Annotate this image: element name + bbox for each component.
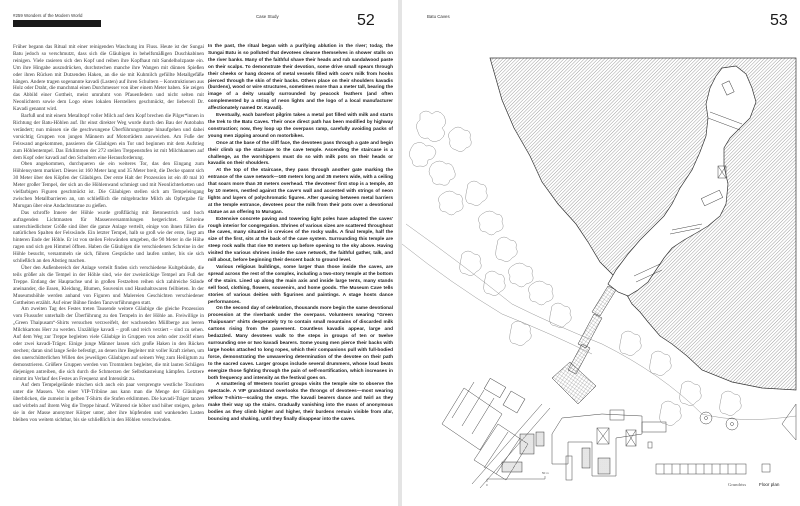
english-paragraph: Various religious buildings, some larger than those inside the caves, are spread across the rest of the complex, including a two-story temple at the bottom of the stairs. Lined up along the main axis and inside large tents, many stands sell food, clothing, flowers, souvenirs, and home goods. The Museum Cave tells stories of various deities with figurines and paintings. A stage hosts dance performances. [208, 265, 393, 305]
german-text-column [13, 44, 204, 424]
german-paragraph: Oben angekommen, durchqueren sie ein weiteres Tor, das den Eingang zum Höhlensystem markiert. Dieses ist 160 Meter lang und 35 Meter breit, die Decke spannt sich 30 Meter über den Köpfen der Gläubigen. Der erste Halt der Prozession ist ein 40 mal 10 Meter großer Tempel, der sich an die Höhlenwand schmiegt und mit Neonlichterketten und vielfarbigen Figuren geschmückt ist. Die Gläubigen stellen sich am Tempeleingang zwischen Metallbarrieren an, um schließlich die mitgebrachte Milch als Opfergabe für Murugan über eine Andachtsstatue zu gießen. [13, 161, 204, 209]
page-number: 53 [770, 12, 788, 29]
english-paragraph: Extensive concrete paving and towering light poles have adapted the caves' rough interior for congregation. Shrines of various sizes are scattered throughout the caves, many situated in crevices of the rocky walls. A final temple, half the size of the first, sits at the back of the cave system. Surrounding this temple are steep rock walls that rise 90 meters up before opening to the sky above. Having visited the various shrines inside the cave network, the faithful gather, talk, and mill about, before beginning their descent back to ground level. [208, 216, 393, 264]
series-title: #259 Wonders of the Modern World [13, 13, 83, 18]
caption-english: Floor plan [759, 482, 780, 487]
left-page [0, 0, 398, 506]
section-label: Batu Caves [427, 14, 450, 19]
german-paragraph: Früher begann das Ritual mit einer reinigenden Waschung im Fluss. Heute ist der Sungai Batu jedoch so verschmutzt, dass sich die Gläubigen in behelfsmäßigen Duschkabinen reinigen. Viele rasieren sich den Kopf und reiben ihre Kopfhaut mit Sandelholzpaste ein. Um ihre Hingabe auszudrücken, durchstechen manche ihre Wangen mit dünnen Spießen oder ihren Rücken mit Dutzenden Haken, an die sie mit Kuhmilch gefüllte Metallgefäße hängen. Andere tragen sogenannte kavadi (Lasten) auf ihren Schultern – Konstruktionen aus Holz oder Draht, die manchmal einen Durchmesser von über einem Meter haben. Sie zeigen das Abbild einer Gottheit, meist umrahmt von Pfauenfedern und nicht selten mit Neonlichtern sowie dem Logo eines lokalen Herstellers geschmückt, der liebevoll Dr. Kavadi genannt wird. [13, 44, 204, 113]
english-paragraph: A smattering of Western tourist groups visits the temple site to observe the spectacle. A VIP grandstand overlooks the throngs of devotees—most wearing yellow T-shirts—scaling the steps. The kavadi bearers dance and twirl as they make their way up the stairs. Gradually vanishing into the mass of anonymous bodies as they climb higher and higher, their burdens remain visible from afar, bouncing and shaking, until they finally disappear into the caves. [208, 382, 393, 422]
english-paragraph: In the past, the ritual began with a purifying ablution in the river; today, the Sungai Batu is so polluted that devotees cleanse themselves in shower stalls on the river banks. Many of the faithful shave their heads and rub sandalwood paste on their scalps. To demonstrate their devotion, some drive small spears through their cheeks or hang dozens of metal vessels filled with cow's milk from hooks pierced through the skin of their backs. Others place on their shoulders kavadis (burdens), wood or wire structures, sometimes more than a meter tall, bearing the image of a deity usually surrounded by peacock feathers (and often complemented by a string of neon lights and the logo of a local manufacturer affectionately named Dr. Kavadi). [208, 44, 393, 112]
scale-bar [487, 476, 545, 482]
floor-plan-drawing [402, 44, 800, 489]
english-paragraph: On the second day of celebration, thousands more begin the same devotional procession at the riverbank under the overpass. Volunteers wearing “Green Thaipusam” shirts desperately try to contain small mountains of discarded milk cartons rising from the pavement. Countless kavadis appear, large and bedazzled. Many devotees walk to the steps in groups of ten or twelve surrounding one or two kavadi bearers. Some young men pierce their backs with large hooks attached to long ropes, which their companions pull with full-bodied force, demonstrating the unwavering determination of the devotee on their path to the sacred caves. Larger groups include several drummers, whose loud beats energize those fighting through the pain of self-mortification, which increases in both frequency and intensity as the festival goes on. [208, 306, 393, 381]
english-paragraph: Once at the base of the cliff face, the devotees pass through a gate and begin their climb up the staircase to the cave temple. Ascending the staircase is a challenge, as the worshippers must do so with milk pots on their heads or kavadis on their shoulders. [208, 140, 393, 167]
page-number: 52 [357, 12, 375, 29]
staircase [568, 286, 616, 374]
caption-german: Grundriss [728, 482, 747, 487]
scale-bar-start-label: 0 [486, 483, 488, 487]
german-paragraph: Barfuß und mit einem Metalltopf voller Milch auf dem Kopf brechen die Pilger*innen in Richtung der Batu-Höhlen auf. Ihr einst direkter Weg wurde durch den Bau der Autobahn verändert; nun müssen sie die geschwungene Überführungsrampe hinaufgehen und dabei vorsichtig Gruppen von jungen Männern auf Motorrädern ausweichen. Am Fuße der Felswand angekommen, passieren die Gläubigen ein Tor und beginnen mit dem Aufstieg zum Höhlentempel. Das Erklimmen der 272 steilen Treppenstufen ist mit Milchkannen auf dem Kopf oder kavadi auf den Schultern eine Herausforderung. [13, 113, 204, 161]
english-paragraph: Eventually, each barefoot pilgrim takes a metal pot filled with milk and starts the trek to the Batu Caves. Their once direct path has been modified by highway construction; now, they loop up the overpass ramp, carefully avoiding packs of young men zipping around on motorbikes. [208, 113, 393, 139]
scale-bar-end-label: 50 m [542, 471, 549, 475]
complex-buildings [442, 378, 796, 488]
english-text-column [208, 44, 393, 424]
german-paragraph: Auf dem Tempelgelände mischen sich auch ein paar versprengte westliche Touristen unter die Massen. Von einer VIP-Tribüne aus kann man die Menge der Gläubigen überblicken, die zumeist in gelben T-Shirts die Stufen erklimmen. Die kavadi-Träger tanzen und wirbeln auf ihrem Weg die Treppe hinauf. Während sie höher und höher steigen, gehen sie in der Masse anonymer Körper unter, aber ihre hüpfenden und wankenden Lasten bleiben von weitem sichtbar, bis sie schließlich in den Höhlen verschwinden. [13, 382, 204, 423]
temple-plaza [552, 362, 596, 404]
german-paragraph: Über den Außenbereich der Anlage verteilt finden sich verschiedene Kultgebäude, die teils größer als die Tempel in der Höhle sind, wie der zweistöckige Tempel am Fuß der Treppe. Entlang der Hauptachse und in großen Festzelten reihen sich zahlreiche Stände aneinander, die Essen, Kleidung, Blumen, Souvenirs und Haushaltswaren feilbieten. In der Museumshöhle werden anhand von Figuren und Malereien Geschichten verschiedener Gottheiten erzählt. Auf einer Bühne finden Tanzvorführungen statt. [13, 265, 204, 306]
german-paragraph: Am zweiten Tag des Festes treten Tausende weitere Gläubige die gleiche Prozession vom Flussufer unterhalb der Überführung zu den Tempeln in der Höhle an. Freiwillige in „Green Thaipusam“-Shirts versuchen verzweifelt, der wachsenden Müllberge aus leeren Milchkartons Herr zu werden. Unzählige kavadi – groß und reich verziert – sind zu sehen. Auf dem Weg zur Treppe begleiten viele Gläubige in Gruppen von zehn oder zwölf einen oder zwei kavadi-Träger. Einige junge Männer lassen sich große Haken in den Rücken stechen; daran sind lange Seile befestigt, an denen ihre Begleiter mit voller Kraft ziehen, um den unerschütterlichen Willen des jeweiligen Gläubigen auf seinem Weg zum Heiligtum zu demonstrieren. Größere Gruppen werden von Trommlern begleitet, die mit lauten Schlägen diejenigen antreiben, die sich durch die Schmerzen der Selbstkasteiung kämpfen. Letztere nimmt im Verlauf des Festes an Frequenz und Intensität zu. [13, 306, 204, 382]
redacted-bar [13, 20, 101, 27]
english-paragraph: At the top of the staircase, they pass through another gate marking the entrance of the cave network—160 meters long and 35 meters wide, with a ceiling that soars more than 30 meters overhead. The devotees' first stop is a temple, 40 by 10 meters, nestled against the cave's wall and accented with strings of neon lights and layers of polychromatic figures. After queuing between metal barriers at the temple entrance, devotees pour the milk from their pots over a devotional statue as an offering to Murugan. [208, 168, 393, 215]
german-paragraph: Das schroffe Innere der Höhle wurde großflächig mit Betonestrich und hoch aufragenden Lichtmasten für Massenversammlungen hergerichtet. Schreine unterschiedlichster Größe sind über die ganze Anlage verteilt, einige von ihnen füllen die natürlichen Spalten der Felswände. Ein letzter Tempel, halb so groß wie der erste, liegt am hinteren Ende der Höhle. Er ist von steilen Felswänden umgeben, die 90 Meter in die Höhe ragen und sich gen Himmel öffnen. Haben die Gläubigen die verschiedenen Schreine in der Höhle besucht, versammeln sie sich, führen Gespräche und laufen umher, bis sie sich schließlich an den Abstieg machen. [13, 209, 204, 265]
section-label: Case Study [256, 14, 279, 19]
